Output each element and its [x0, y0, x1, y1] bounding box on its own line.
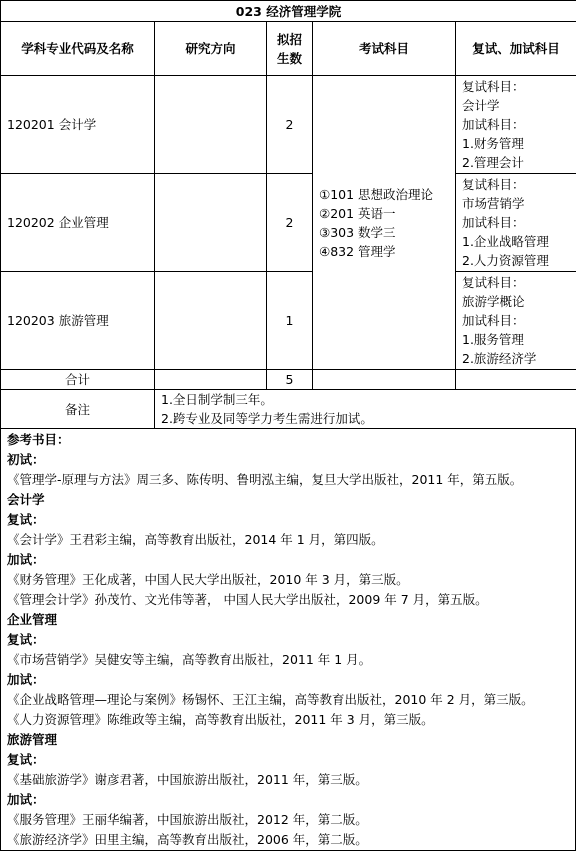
reference-heading: 旅游管理 [7, 732, 58, 747]
retest-line: 1.服务管理 [462, 332, 524, 347]
note-line: 1.全日制学制三年。 [161, 392, 273, 407]
retest-line: 1.财务管理 [462, 136, 524, 151]
reference-heading: 参考书目： [7, 432, 70, 447]
total-retest-empty [456, 370, 576, 390]
retest-line: 市场营销学 [462, 196, 525, 211]
reference-heading: 企业管理 [7, 612, 58, 627]
total-exam-empty [313, 370, 456, 390]
retest-line: 1.企业战略管理 [462, 234, 549, 249]
reference-heading: 加试： [7, 672, 45, 687]
retest-line: 加试科目： [462, 215, 525, 230]
major-name: 120203 旅游管理 [1, 272, 155, 370]
retest-line: 复试科目： [462, 177, 525, 192]
major-direction [155, 174, 267, 272]
notes-label: 备注 [1, 390, 155, 429]
retest-line: 复试科目： [462, 79, 525, 94]
exam-subject: ③303 数学三 [319, 224, 396, 240]
reference-entry: 《企业战略管理—理论与案例》杨锡怀、王江主编，高等教育出版社，2010 年 2 月，第三版。 [7, 692, 534, 707]
reference-entry: 《基础旅游学》谢彦君著，中国旅游出版社，2011 年，第三版。 [7, 772, 368, 787]
reference-entry: 《服务管理》王丽华编著，中国旅游出版社，2012 年，第二版。 [7, 812, 368, 827]
header-direction: 研究方向 [155, 22, 267, 76]
exam-subject: ①101 思想政治理论 [319, 186, 434, 202]
reference-heading: 初试： [7, 452, 45, 467]
retest-line: 2.人力资源管理 [462, 253, 549, 268]
retest-line: 旅游学概论 [462, 294, 525, 309]
references-section [0, 429, 576, 851]
major-retest [456, 76, 576, 174]
reference-entry: 《市场营销学》吴健安等主编，高等教育出版社，2011 年 1 月。 [7, 652, 372, 667]
reference-entry: 《人力资源管理》陈维政等主编，高等教育出版社，2011 年 3 月，第三版。 [7, 712, 434, 727]
retest-line: 复试科目： [462, 275, 525, 290]
reference-heading: 加试： [7, 792, 45, 807]
reference-entry: 《管理学-原理与方法》周三多、陈传明、鲁明泓主编，复旦大学出版社，2011 年，第五版。 [7, 472, 523, 487]
exam-subject: ④832 管理学 [319, 243, 396, 259]
reference-entry: 《管理会计学》孙茂竹、文光伟等著， 中国人民大学出版社，2009 年 7 月，第五版。 [7, 592, 488, 607]
reference-heading: 加试： [7, 552, 45, 567]
major-name: 120201 会计学 [1, 76, 155, 174]
major-retest [456, 272, 576, 370]
retest-line: 加试科目： [462, 117, 525, 132]
major-name: 120202 企业管理 [1, 174, 155, 272]
major-direction [155, 272, 267, 370]
retest-line: 2.旅游经济学 [462, 351, 537, 366]
reference-heading: 复试： [7, 752, 45, 767]
major-count: 2 [267, 76, 313, 174]
note-line: 2.跨专业及同等学力考生需进行加试。 [161, 411, 373, 426]
retest-line: 加试科目： [462, 313, 525, 328]
total-value: 5 [267, 370, 313, 390]
header-code-name: 学科专业代码及名称 [1, 22, 155, 76]
retest-line: 会计学 [462, 98, 500, 113]
retest-line: 2.管理会计 [462, 155, 524, 170]
reference-heading: 会计学 [7, 492, 45, 507]
table-title: 023 经济管理学院 [1, 1, 576, 22]
header-enroll [267, 22, 313, 76]
reference-entry: 《财务管理》王化成著，中国人民大学出版社，2010 年 3 月，第三版。 [7, 572, 409, 587]
reference-entry: 《会计学》王君彩主编，高等教育出版社，2014 年 1 月，第四版。 [7, 532, 384, 547]
total-label: 合计 [1, 370, 155, 390]
total-direction-empty [155, 370, 267, 390]
reference-entry: 《旅游经济学》田里主编，高等教育出版社，2006 年，第二版。 [7, 832, 368, 847]
header-enroll-text: 拟招生数 [277, 31, 303, 66]
header-retest: 复试、加试科目 [456, 22, 576, 76]
exam-subject: ②201 英语一 [319, 205, 396, 221]
notes-content [155, 390, 576, 429]
major-retest [456, 174, 576, 272]
reference-heading: 复试： [7, 632, 45, 647]
exam-subjects [313, 76, 456, 370]
major-direction [155, 76, 267, 174]
reference-heading: 复试： [7, 512, 45, 527]
major-count: 2 [267, 174, 313, 272]
header-exam: 考试科目 [313, 22, 456, 76]
major-count: 1 [267, 272, 313, 370]
